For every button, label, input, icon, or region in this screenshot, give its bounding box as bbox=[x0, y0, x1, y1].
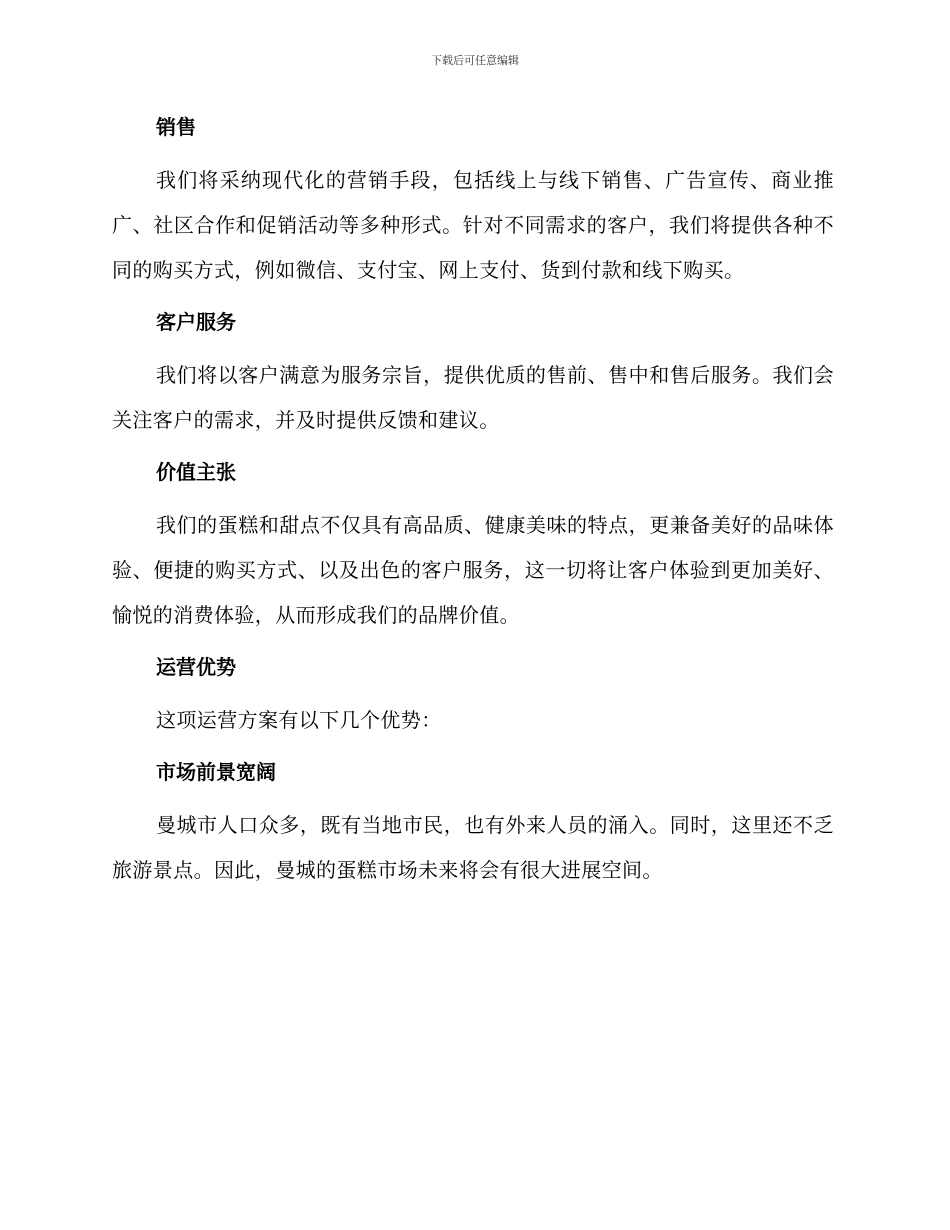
section-paragraph-customer-service: 我们将以客户满意为服务宗旨，提供优质的售前、售中和售后服务。我们会关注客户的需求，并及时提供反馈和建议。 bbox=[112, 363, 834, 432]
section-heading-customer-service: 客户服务 bbox=[156, 310, 236, 334]
section-heading-operational-advantages: 运营优势 bbox=[156, 655, 236, 679]
section-heading-market-outlook: 市场前景宽阔 bbox=[156, 760, 276, 784]
section-heading-value-proposition: 价值主张 bbox=[156, 460, 236, 484]
section-heading-sales: 销售 bbox=[156, 115, 196, 139]
page-header-note: 下载后可任意编辑 bbox=[431, 54, 519, 67]
section-paragraph-market-outlook: 曼城市人口众多，既有当地市民，也有外来人员的涌入。同时，这里还不乏旅游景点。因此，曼城的蛋糕市场未来将会有很大进展空间。 bbox=[112, 813, 834, 882]
section-paragraph-value-proposition: 我们的蛋糕和甜点不仅具有高品质、健康美味的特点，更兼备美好的品味体验、便捷的购买方式、以及出色的客户服务，这一切将让客户体验到更加美好、愉悦的消费体验，从而形成我们的品牌价值。 bbox=[112, 513, 834, 627]
section-paragraph-operational-advantages: 这项运营方案有以下几个优势： bbox=[156, 708, 442, 732]
section-paragraph-sales: 我们将采纳现代化的营销手段，包括线上与线下销售、广告宣传、商业推广、社区合作和促销活动等多种形式。针对不同需求的客户，我们将提供各种不同的购买方式，例如微信、支付宝、网上支付、货到付款和线下购买。 bbox=[112, 168, 834, 282]
document-body bbox=[112, 110, 834, 893]
